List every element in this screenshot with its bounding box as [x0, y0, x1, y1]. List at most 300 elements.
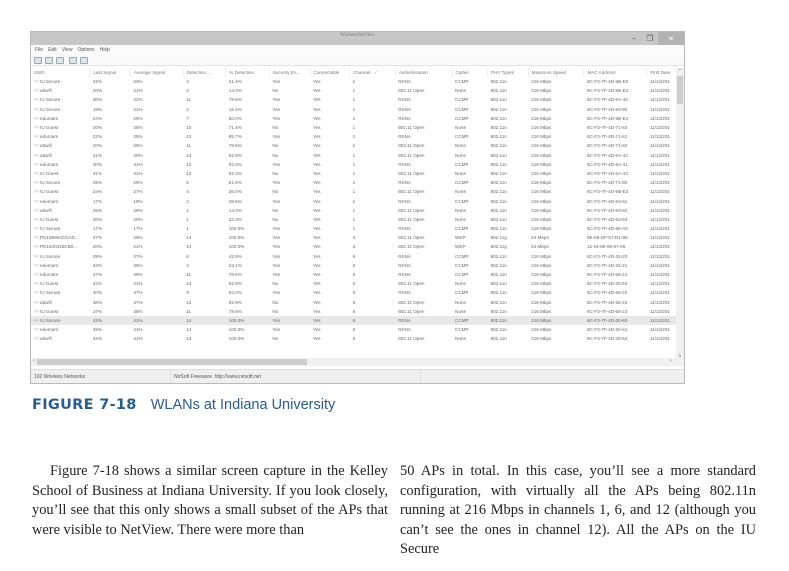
- cell: 1: [352, 134, 356, 140]
- cell: CCMP: [455, 97, 469, 103]
- cell: Yes: [313, 152, 321, 158]
- ssid-cell: [31, 307, 90, 316]
- cell: 100.0%: [228, 235, 245, 241]
- cell: 6C-F3-7F-4D-71-83: [586, 125, 628, 131]
- col-phy-types[interactable]: PHY Types: [488, 68, 529, 77]
- cell: 13: [186, 336, 192, 342]
- cell: 42%: [92, 336, 103, 342]
- cell: 19%: [133, 198, 143, 204]
- cell: No: [272, 336, 279, 342]
- network-row[interactable]: [31, 105, 683, 114]
- network-row[interactable]: [31, 86, 683, 95]
- wifi-signal-icon: ((•)): [34, 106, 40, 111]
- cell: 11/12/201: [647, 316, 683, 325]
- cell: 30%: [92, 97, 103, 103]
- cell: 92.3%: [228, 161, 242, 167]
- cell: No: [272, 216, 279, 222]
- col-mac-address[interactable]: MAC Address: [584, 68, 647, 77]
- cell: 13: [186, 152, 192, 158]
- cell: CCMP: [455, 262, 469, 268]
- cell: Yes: [313, 216, 321, 222]
- wifi-signal-icon: ((•)): [34, 189, 40, 194]
- cell: 11/12/201: [649, 290, 670, 296]
- cell: 33.3%: [228, 216, 242, 222]
- cell: No: [272, 125, 279, 131]
- col-first-date[interactable]: First Date: [647, 68, 683, 77]
- cell: None: [455, 216, 467, 222]
- cell: 37%: [92, 308, 103, 314]
- cell: 1: [186, 207, 189, 213]
- cell: Yes: [313, 161, 321, 167]
- cell: 25%: [92, 180, 103, 186]
- cell: 100.0%: [228, 336, 245, 342]
- cell: 11/12/201: [649, 152, 670, 158]
- ssid-label: eduroam: [40, 262, 59, 268]
- cell: Yes: [313, 180, 321, 186]
- cell: 11/12/201: [649, 262, 670, 268]
- cell: 802.11 Open: [398, 207, 425, 213]
- network-row[interactable]: [31, 132, 683, 141]
- cell: 14: [186, 327, 192, 333]
- cell: 11/12/201: [649, 216, 670, 222]
- cell: CCMP: [455, 253, 469, 259]
- wifi-signal-icon: ((•)): [34, 226, 40, 231]
- cell: 32%: [133, 97, 143, 103]
- ssid-cell: [31, 215, 90, 224]
- cell: Yes: [272, 198, 280, 204]
- cell: 6C-F3-7F-4D-6A-40: [586, 97, 628, 103]
- cell: CCMP: [455, 226, 469, 232]
- cell: 54 Mbps: [531, 244, 549, 250]
- cell: 31%: [92, 170, 103, 176]
- network-table: [31, 68, 683, 343]
- cell: 1: [352, 152, 356, 158]
- cell: 2: [186, 106, 189, 112]
- cell: 11/12/201: [649, 327, 670, 333]
- cell: 27%: [133, 189, 143, 195]
- title-bar[interactable]: [31, 32, 684, 45]
- ssid-label: attwifi: [40, 336, 52, 342]
- cell: None: [455, 281, 467, 287]
- cell: 802.11n: [490, 262, 507, 268]
- cell: 30%: [92, 161, 103, 167]
- wifi-signal-icon: ((•)): [34, 161, 40, 166]
- col-authentication[interactable]: Authentication: [395, 68, 452, 77]
- wifi-signal-icon: ((•)): [34, 79, 40, 84]
- cell: RSNA: [395, 316, 452, 325]
- ssid-cell: [31, 252, 90, 261]
- col-max-speed[interactable]: Maximum Speed: [528, 68, 584, 77]
- cell: 216 Mbps: [531, 79, 552, 85]
- horizontal-scroll-thumb[interactable]: [37, 359, 307, 365]
- ssid-label: IU Secure: [40, 290, 61, 296]
- cell: 216 Mbps: [528, 316, 584, 325]
- cell: 1: [352, 115, 356, 121]
- wifi-signal-icon: ((•)): [34, 134, 40, 139]
- horizontal-scrollbar[interactable]: [31, 358, 684, 366]
- cell: 38%: [133, 308, 143, 314]
- cell: 11/12/201: [649, 161, 670, 167]
- menu-file[interactable]: File: [35, 47, 44, 53]
- cell: Yes: [313, 170, 321, 176]
- scroll-up-icon[interactable]: ^: [678, 68, 682, 73]
- network-row[interactable]: [31, 288, 683, 297]
- cell: RSNA: [398, 161, 411, 167]
- cell: 45%: [92, 327, 103, 333]
- network-row[interactable]: [31, 252, 683, 261]
- cell: 6C-F3-7F-4D-32-21: [586, 262, 628, 268]
- cell: 20%: [92, 244, 103, 250]
- cell: 216 Mbps: [531, 216, 552, 222]
- close-button[interactable]: ✕: [658, 32, 684, 45]
- network-row[interactable]: [31, 261, 683, 270]
- network-row[interactable]: [31, 206, 683, 215]
- ssid-cell: [31, 298, 90, 307]
- wifi-signal-icon: ((•)): [34, 97, 40, 102]
- cell: 37%: [133, 299, 143, 305]
- scroll-down-icon[interactable]: v: [678, 353, 682, 358]
- maximize-button[interactable]: ❐: [646, 34, 654, 43]
- network-row[interactable]: [31, 233, 683, 242]
- cell: CCMP: [455, 161, 469, 167]
- cell: 802.11 Open: [398, 88, 425, 94]
- network-row[interactable]: [31, 178, 683, 187]
- ssid-label: eduroam: [40, 134, 59, 140]
- wifi-signal-icon: ((•)): [34, 308, 40, 313]
- cell: 6C-F3-7F-4D-32-20: [586, 253, 628, 259]
- exit-icon[interactable]: [80, 57, 88, 64]
- col-connectable[interactable]: Connectable: [310, 68, 350, 77]
- cell: 29%: [133, 235, 143, 241]
- cell: 6: [352, 290, 356, 296]
- ssid-cell: [31, 316, 90, 325]
- nirsoft-credit-link[interactable]: NirSoft Freeware. http://www.nirsoft.net: [171, 370, 421, 383]
- network-row[interactable]: [31, 114, 683, 123]
- figure-caption: [32, 397, 335, 413]
- cell: 6C-F3-7F-4D-63-82: [586, 207, 628, 213]
- cell: None: [455, 189, 467, 195]
- network-row[interactable]: [31, 160, 683, 169]
- cell: 11/12/201: [649, 189, 670, 195]
- figure-number: FIGURE 7-18: [32, 397, 137, 413]
- menu-view[interactable]: View: [61, 47, 73, 53]
- ssid-label: IU Secure: [40, 79, 61, 85]
- minimize-button[interactable]: –: [632, 34, 636, 43]
- cell: 802.11n: [490, 198, 507, 204]
- cell: 17%: [92, 226, 103, 232]
- cell: 25%: [92, 207, 103, 213]
- cell: 11: [186, 308, 191, 314]
- cell: None: [455, 88, 467, 94]
- cell: 216 Mbps: [531, 115, 552, 121]
- cell: 1: [352, 88, 356, 94]
- network-row[interactable]: [31, 316, 683, 325]
- col-detection-pct[interactable]: % Detection: [226, 68, 270, 77]
- cell: 6C-F3-7F-4D-71-81: [586, 134, 628, 140]
- cell: CCMP: [455, 106, 469, 112]
- cell: 11/12/201: [649, 253, 670, 259]
- cell: No: [272, 299, 279, 305]
- cell: 802.11n: [490, 281, 507, 287]
- network-row[interactable]: [31, 151, 683, 160]
- menu-options[interactable]: Options: [77, 47, 95, 53]
- wifi-signal-icon: ((•)): [34, 152, 40, 157]
- cell: 19%: [92, 106, 103, 112]
- cell: 11/12/201: [649, 143, 670, 149]
- cell: 216 Mbps: [531, 308, 552, 314]
- network-count: 102 Wireless Networks: [31, 370, 171, 383]
- cell: 802.11n: [490, 290, 507, 296]
- cell: 11/12/201: [649, 106, 670, 112]
- cell: 802.11n: [490, 125, 507, 131]
- cell: 11/12/201: [649, 207, 670, 213]
- cell: 216 Mbps: [531, 161, 552, 167]
- cell: 20%: [92, 143, 103, 149]
- network-row[interactable]: [31, 325, 683, 334]
- wifi-signal-icon: ((•)): [34, 336, 40, 341]
- cell: Yes: [272, 134, 280, 140]
- cell: 11/12/201: [649, 281, 670, 287]
- cell: 14.3%: [228, 207, 242, 213]
- cell: 216 Mbps: [531, 327, 552, 333]
- vertical-scroll-thumb[interactable]: [677, 76, 683, 104]
- ssid-cell: [31, 325, 90, 334]
- cell: 6C-F3-7F-4D-68-21: [586, 272, 628, 278]
- cell: Yes: [272, 290, 280, 296]
- cell: 802.11n: [490, 299, 507, 305]
- cell: 6C-F3-7F-4D-30-63: [586, 281, 628, 287]
- cell: Yes: [313, 299, 321, 305]
- cell: 802.11n: [490, 97, 507, 103]
- cell: 1: [352, 106, 356, 112]
- network-row[interactable]: [31, 334, 683, 343]
- ssid-label: IU Secure: [40, 180, 61, 186]
- cell: 802.11n: [490, 152, 507, 158]
- cell: 6C-F3-7F-4D-5B-E2: [586, 88, 629, 94]
- cell: 37%: [133, 253, 143, 259]
- cell: 216 Mbps: [531, 281, 552, 287]
- ssid-cell: [31, 151, 90, 160]
- cell: RSNA: [398, 79, 411, 85]
- cell: None: [455, 125, 467, 131]
- cell: 1: [352, 226, 356, 232]
- wifi-signal-icon: ((•)): [34, 317, 40, 322]
- network-row[interactable]: [31, 169, 683, 178]
- scroll-right-icon[interactable]: ›: [670, 358, 672, 364]
- cell: Yes: [313, 336, 321, 342]
- cell: 6C-F3-7F-4D-5B-E1: [586, 115, 629, 121]
- network-row[interactable]: [31, 270, 683, 279]
- cell: 9E-05-DF-57-D1-9E: [586, 235, 629, 241]
- cell: CCMP: [455, 290, 469, 296]
- network-row[interactable]: [31, 224, 683, 233]
- vertical-scrollbar[interactable]: [676, 68, 684, 358]
- wifi-signal-icon: ((•)): [34, 290, 40, 295]
- cell: WEP: [455, 235, 466, 241]
- cell: 11/12/201: [649, 299, 670, 305]
- cell: 35%: [133, 262, 143, 268]
- ssid-label: IU Secure: [40, 226, 61, 232]
- cell: 37%: [92, 272, 103, 278]
- cell: 216 Mbps: [531, 272, 552, 278]
- network-row[interactable]: [31, 298, 683, 307]
- cell: RSNA: [398, 97, 411, 103]
- cell: Yes: [313, 327, 321, 333]
- status-bar: [31, 369, 684, 383]
- cell: 11: [186, 97, 191, 103]
- cell: 802.11n: [490, 308, 507, 314]
- ssid-cell: [31, 95, 90, 104]
- ssid-label: IU Guest: [40, 308, 59, 314]
- network-row[interactable]: [31, 279, 683, 288]
- cell: 216 Mbps: [531, 125, 552, 131]
- wifi-signal-icon: ((•)): [34, 198, 40, 203]
- col-average-signal[interactable]: Average Signal: [130, 68, 183, 77]
- ssid-label: eduroam: [40, 198, 59, 204]
- cell: 6C-F3-7F-4D-71-80: [586, 180, 628, 186]
- ssid-cell: [31, 141, 90, 150]
- cell: 802.11 Open: [398, 235, 425, 241]
- network-row[interactable]: [31, 123, 683, 132]
- cell: 14: [183, 316, 226, 325]
- cell: 11/12/201: [649, 180, 670, 186]
- cell: RSNA: [398, 253, 411, 259]
- cell: Yes: [310, 316, 350, 325]
- cell: 802.11 Open: [398, 125, 425, 131]
- cell: 20%: [133, 216, 143, 222]
- cell: 11/12/201: [649, 97, 670, 103]
- copy-icon[interactable]: [45, 57, 53, 64]
- cell: 3: [352, 235, 356, 241]
- cell: Yes: [272, 106, 280, 112]
- col-ssid[interactable]: SSID: [31, 68, 90, 77]
- cell: 6C-F3-7F-4D-6A-42: [586, 152, 628, 158]
- network-row[interactable]: [31, 242, 683, 251]
- cell: 216 Mbps: [531, 290, 552, 296]
- cell: 3: [352, 244, 356, 250]
- col-security[interactable]: Security En...: [269, 68, 310, 77]
- wifi-signal-icon: ((•)): [34, 143, 40, 148]
- cell: 1: [352, 207, 356, 213]
- cell: 37%: [133, 290, 143, 296]
- menu-help[interactable]: Help: [99, 47, 110, 53]
- cell: RSNA: [398, 106, 411, 112]
- cell: 92.9%: [228, 299, 242, 305]
- cell: Yes: [272, 272, 280, 278]
- cell: 31%: [92, 152, 103, 158]
- cell: Yes: [313, 226, 321, 232]
- cell: No: [272, 170, 279, 176]
- cell: Yes: [313, 290, 321, 296]
- cell: WEP: [455, 244, 466, 250]
- cell: 6C-F3-7F-4D-63-83: [586, 216, 628, 222]
- cell: 6C-F3-7F-4D-5B-E3: [586, 189, 629, 195]
- cell: 1: [186, 216, 189, 222]
- cell: 78.6%: [228, 308, 242, 314]
- toolbar: [31, 55, 684, 66]
- network-row[interactable]: [31, 77, 683, 86]
- cell: 6C-F3-7F-4D-68-20: [586, 290, 628, 296]
- network-row[interactable]: [31, 141, 683, 150]
- network-row[interactable]: [31, 307, 683, 316]
- ssid-label: IU Guest: [40, 281, 59, 287]
- cell: 21%: [133, 88, 143, 94]
- cell: 31%: [133, 161, 143, 167]
- cell: RSNA: [398, 327, 411, 333]
- cell: None: [455, 207, 467, 213]
- col-channel[interactable]: Channel... /: [350, 68, 396, 77]
- cell: 10: [186, 125, 192, 131]
- cell: 6C-F3-7F-4D-30-62: [586, 336, 628, 342]
- properties-icon[interactable]: [56, 57, 64, 64]
- cell: Yes: [272, 79, 280, 85]
- cell: 6C-F3-7F-4D-30-61: [586, 327, 628, 333]
- cell: None: [455, 170, 467, 176]
- network-row[interactable]: [31, 187, 683, 196]
- cell: No: [272, 207, 279, 213]
- wifi-signal-icon: ((•)): [34, 125, 40, 130]
- cell: 14: [186, 244, 192, 250]
- cell: 11/12/201: [649, 88, 670, 94]
- cell: 802.11g: [490, 235, 507, 241]
- cell: 25%: [133, 143, 143, 149]
- cell: 11/12/201: [649, 308, 670, 314]
- cell: 802.11n: [490, 207, 507, 213]
- cell: 6C-F3-7F-4D-68-22: [586, 299, 628, 305]
- cell: 11/12/201: [649, 170, 670, 176]
- cell: 85.7%: [228, 134, 242, 140]
- cell: RSNA: [398, 290, 411, 296]
- cell: 6C-F3-7F-4D-71-82: [586, 143, 628, 149]
- cell: CCMP: [452, 316, 488, 325]
- figure-title: WLANs at Indiana University: [150, 397, 336, 413]
- cell: No: [272, 88, 279, 94]
- cell: 216 Mbps: [531, 207, 552, 213]
- menu-edit[interactable]: Edit: [48, 47, 57, 53]
- cell: 216 Mbps: [531, 88, 552, 94]
- network-row[interactable]: [31, 95, 683, 104]
- cell: RSNA: [398, 272, 411, 278]
- scroll-left-icon[interactable]: ‹: [33, 358, 35, 364]
- cell: Yes: [272, 235, 280, 241]
- cell: 216 Mbps: [531, 152, 552, 158]
- col-last-signal[interactable]: Last Signal: [90, 68, 131, 77]
- cell: 216 Mbps: [531, 143, 552, 149]
- window-controls: [626, 32, 684, 45]
- save-icon[interactable]: [34, 57, 42, 64]
- cell: 24%: [92, 189, 103, 195]
- refresh-icon[interactable]: [69, 57, 77, 64]
- cell: 802.11n: [490, 79, 507, 85]
- cell: 802.11n: [490, 170, 507, 176]
- ssid-cell: [31, 123, 90, 132]
- ssid-label: IU Secure: [40, 97, 61, 103]
- network-row[interactable]: [31, 215, 683, 224]
- ssid-label: PD1840423CB0...: [40, 244, 78, 250]
- cell: 216 Mbps: [531, 189, 552, 195]
- col-cipher[interactable]: Cipher: [452, 68, 488, 77]
- cell: 802.11g: [490, 244, 507, 250]
- col-detection-count[interactable]: Detection ...: [183, 68, 226, 77]
- cell: 802.11 Open: [398, 244, 425, 250]
- cell: 1: [352, 143, 356, 149]
- ssid-label: eduroam: [40, 327, 59, 333]
- cell: 8: [186, 180, 189, 186]
- cell: 216 Mbps: [531, 262, 552, 268]
- cell: Yes: [313, 134, 321, 140]
- cell: 802.11 Open: [398, 216, 425, 222]
- network-row[interactable]: [31, 196, 683, 205]
